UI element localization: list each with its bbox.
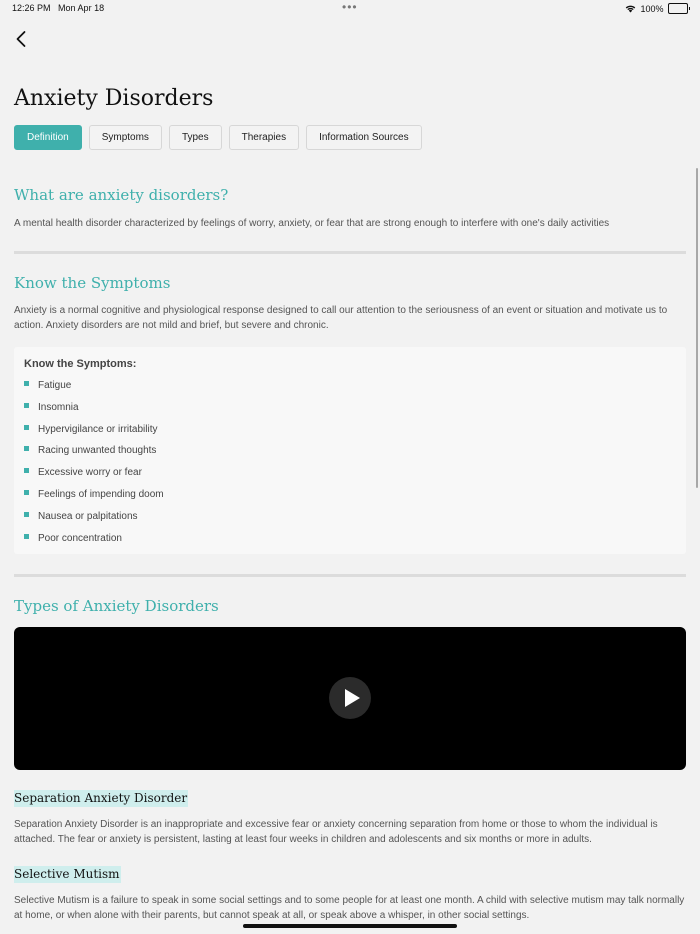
page-title: Anxiety Disorders	[14, 86, 214, 111]
disorder-description: Selective Mutism is a failure to speak in some social settings and to some people for at least one month. A child with selective mutism may talk normally at home, or when alone with their parents, but cannot speak at all, or speak above a whisper, in other social settings.	[14, 895, 685, 921]
definition-text: A mental health disorder characterized by feelings of worry, anxiety, or fear that are strong enough to interfere with one's daily activities	[14, 218, 610, 229]
symptom-text: Nausea or palpitations	[38, 510, 138, 522]
scroll-indicator[interactable]	[696, 168, 698, 488]
symptoms-box	[14, 347, 686, 554]
section-divider	[14, 251, 686, 254]
home-indicator[interactable]	[243, 924, 457, 928]
bullet-square-icon	[24, 534, 29, 539]
status-bar	[0, 0, 700, 18]
symptom-item	[24, 402, 164, 424]
section-divider	[14, 574, 686, 577]
battery-percentage: 100%	[640, 3, 664, 14]
symptom-text: Feelings of impending doom	[38, 488, 164, 500]
back-button[interactable]	[12, 28, 32, 50]
chevron-left-icon	[12, 28, 32, 50]
symptoms-text: Anxiety is a normal cognitive and physiological response designed to call our attention to the seriousness of an event or situation and motivate us to action. Anxiety disorders are not mild and brief, but severe and chronic.	[14, 305, 668, 331]
tab-information-sources[interactable]: Information Sources	[306, 125, 422, 150]
play-icon	[345, 689, 360, 707]
symptom-text: Hypervigilance or irritability	[38, 423, 158, 435]
section-tabs	[14, 125, 422, 150]
symptom-item	[24, 467, 164, 489]
battery-icon	[668, 3, 691, 14]
symptom-text: Excessive worry or fear	[38, 467, 142, 479]
status-time	[12, 3, 104, 13]
symptom-item	[24, 445, 164, 467]
disorder-title-selective-mutism: Selective Mutism	[14, 867, 120, 881]
symptom-list	[24, 380, 164, 554]
symptom-text: Fatigue	[38, 380, 72, 391]
bullet-square-icon	[24, 403, 29, 408]
disorder-title-separation-anxiety: Separation Anxiety Disorder	[14, 791, 188, 805]
wifi-icon	[625, 4, 636, 13]
bullet-square-icon	[24, 446, 29, 451]
tab-types[interactable]: Types	[169, 125, 222, 150]
definition-heading: What are anxiety disorders?	[14, 186, 229, 204]
video-player[interactable]	[14, 627, 686, 770]
bullet-square-icon	[24, 381, 29, 386]
symptoms-box-title: Know the Symptoms:	[24, 358, 137, 370]
tab-definition[interactable]: Definition	[14, 125, 82, 150]
types-heading: Types of Anxiety Disorders	[14, 597, 219, 615]
symptom-item	[24, 380, 164, 402]
tab-therapies[interactable]: Therapies	[229, 125, 299, 150]
disorder-description: Separation Anxiety Disorder is an inappropriate and excessive fear or anxiety concerning separation from home or those to whom the individual is attached. The fear or anxiety is persistent, lasting at least four weeks in children and adolescents and six months or more in adults.	[14, 819, 658, 845]
tab-symptoms[interactable]: Symptoms	[89, 125, 162, 150]
bullet-square-icon	[24, 468, 29, 473]
multitasking-dots[interactable]: •••	[342, 0, 358, 14]
symptoms-heading: Know the Symptoms	[14, 274, 171, 292]
symptom-item	[24, 511, 164, 533]
symptom-item	[24, 533, 164, 555]
status-time-text: 12:26 PM	[12, 3, 51, 13]
status-date-text: Mon Apr 18	[58, 3, 105, 13]
symptom-text: Insomnia	[38, 401, 79, 413]
play-button[interactable]	[329, 677, 371, 719]
status-right	[625, 3, 690, 14]
symptom-item	[24, 489, 164, 511]
symptom-text: Racing unwanted thoughts	[38, 445, 157, 457]
bullet-square-icon	[24, 512, 29, 517]
symptom-text: Poor concentration	[38, 532, 122, 544]
bullet-square-icon	[24, 490, 29, 495]
symptom-item	[24, 424, 164, 446]
bullet-square-icon	[24, 425, 29, 430]
